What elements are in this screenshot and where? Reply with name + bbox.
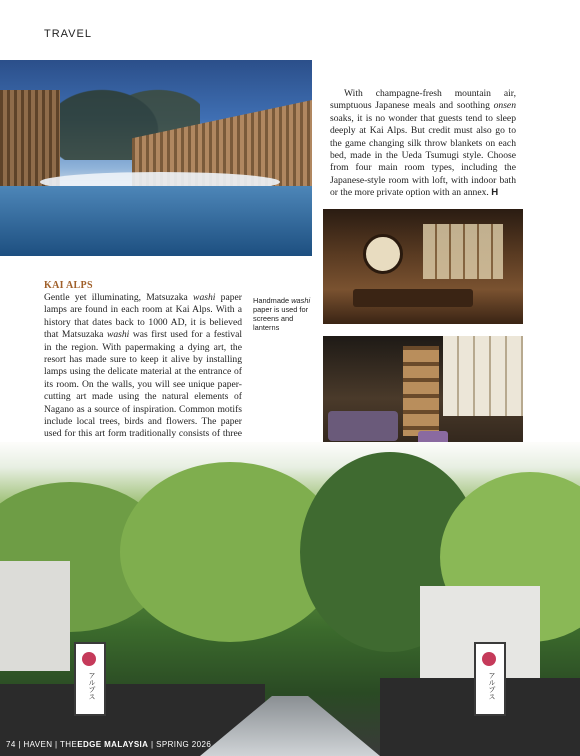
sign-logo <box>482 652 496 666</box>
publication-brand: EDGE <box>77 740 102 749</box>
photo-caption <box>253 296 317 332</box>
room-table <box>353 289 473 307</box>
lib-bookshelf <box>403 346 439 436</box>
footer-text: 74 | HAVEN | THEEDGE MALAYSIA | SPRING 2026 <box>6 740 212 749</box>
room-shoji <box>423 224 503 279</box>
publication-prefix: THE <box>60 740 78 749</box>
sign-logo <box>82 652 96 666</box>
room-round-window <box>363 234 403 274</box>
onsen-photo <box>0 60 312 256</box>
intro-italic-onsen: onsen <box>493 100 516 112</box>
caption-text-1: Handmade <box>253 296 292 305</box>
main-text-1: Gentle yet illuminating, Matsuzaka <box>44 292 194 303</box>
magazine-name: HAVEN <box>23 740 53 749</box>
main-text-2: paper lamps are found in each room at Kai Alps. With a history that dates back to 1000 AD, it is believed that Matsuzaka <box>44 292 242 341</box>
main-paragraph <box>44 292 242 466</box>
lib-shoji <box>443 336 523 416</box>
page-footer <box>0 736 580 756</box>
lib-sofa <box>328 411 398 441</box>
intro-paragraph <box>330 88 516 200</box>
room-photo <box>323 209 523 324</box>
sign-kana: アルプス <box>488 672 496 700</box>
page-number: 74 <box>6 740 16 749</box>
resort-sign-right <box>474 642 506 716</box>
intro-text-1: With champagne-fresh mountain air, sumptuous Japanese meals and soothing <box>330 88 516 112</box>
sign-kana: アルプス <box>88 672 96 700</box>
building-left <box>0 561 70 671</box>
main-italic-washi-1: washi <box>193 292 216 303</box>
issue: SPRING 2026 <box>156 740 212 749</box>
main-italic-washi-2: washi <box>106 329 130 341</box>
intro-text-2: soaks, it is no wonder that guests tend to sleep deeply at Kai Alps. But credit must also go to the game changing silk throw blankets on each bed, made in the Ueda Tsumugi style. Choose from four main room types, including the Japanese-style room with loft, with indoor bath or the more private option with an annex. <box>330 112 516 199</box>
forest-entrance-photo <box>0 442 580 756</box>
end-mark: H <box>491 187 499 199</box>
main-text-3: was first used for a festival in the region. With papermaking a dying art, the resort has made sure to keep it alive by installing lamps using the delicate material at the entrance of its room. On the walls, you will see unique paper-cutting art made using the natural elements of Nagano as a source of inspiration. Common motifs include local trees, birds and flowers. The paper used for this art form traditionally consists of three <box>44 329 242 440</box>
article-heading: KAI ALPS <box>44 280 93 291</box>
resort-sign-left <box>74 642 106 716</box>
publication-suffix: MALAYSIA <box>104 740 149 749</box>
caption-text-2: paper is used for screens and lanterns <box>253 305 309 332</box>
caption-italic-washi: washi <box>291 296 311 305</box>
onsen-water <box>0 186 312 256</box>
section-label: TRAVEL <box>44 28 92 40</box>
